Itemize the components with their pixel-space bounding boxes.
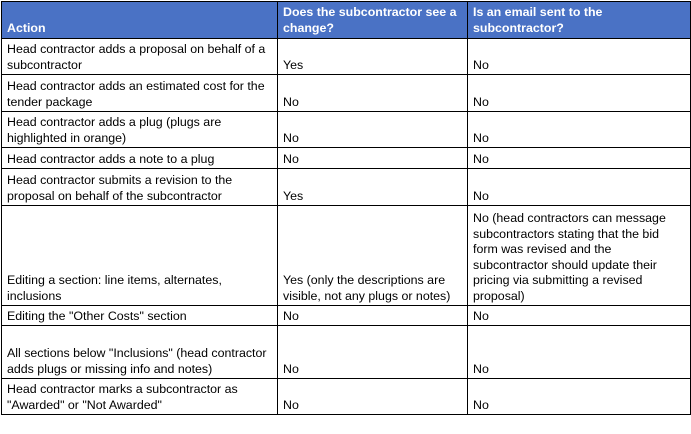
sees-change-cell: No (278, 112, 468, 148)
action-cell: Editing a section: line items, alternates, inclusions (2, 206, 278, 306)
action-cell: Head contractor adds a note to a plug (2, 148, 278, 169)
email-sent-cell: No (468, 75, 691, 112)
sees-change-cell: Yes (278, 39, 468, 75)
header-email-sent: Is an email sent to the subcontractor? (468, 2, 691, 39)
sees-change-cell: No (278, 148, 468, 169)
table-row (2, 326, 691, 379)
sees-change-cell: Yes (278, 169, 468, 206)
action-cell: Head contractor marks a subcontractor as "Awarded" or "Not Awarded" (2, 379, 278, 415)
email-sent-cell: No (head contractors can message subcontractors stating that the bid form was revised and the subcontractor should update their pricing via submitting a revised proposal) (468, 206, 691, 306)
table-row (2, 39, 691, 75)
table-row (2, 379, 691, 415)
table-row (2, 169, 691, 206)
sees-change-cell: No (278, 75, 468, 112)
email-sent-cell: No (468, 148, 691, 169)
table-row (2, 206, 691, 306)
header-action: Action (2, 2, 278, 39)
email-sent-cell: No (468, 379, 691, 415)
table-row (2, 75, 691, 112)
email-sent-cell: No (468, 112, 691, 148)
sees-change-cell: Yes (only the descriptions are visible, not any plugs or notes) (278, 206, 468, 306)
action-cell: Head contractor submits a revision to the proposal on behalf of the subcontractor (2, 169, 278, 206)
table-row (2, 306, 691, 326)
email-sent-cell: No (468, 306, 691, 326)
header-row (2, 2, 691, 39)
permissions-table (1, 1, 691, 415)
action-cell: Head contractor adds a plug (plugs are highlighted in orange) (2, 112, 278, 148)
email-sent-cell: No (468, 169, 691, 206)
action-cell: All sections below "Inclusions" (head contractor adds plugs or missing info and notes) (2, 326, 278, 379)
email-sent-cell: No (468, 39, 691, 75)
action-cell: Head contractor adds a proposal on behalf of a subcontractor (2, 39, 278, 75)
action-cell: Editing the "Other Costs" section (2, 306, 278, 326)
table-row (2, 112, 691, 148)
action-cell: Head contractor adds an estimated cost for the tender package (2, 75, 278, 112)
header-sees-change: Does the subcontractor see a change? (278, 2, 468, 39)
sees-change-cell: No (278, 306, 468, 326)
table-row (2, 148, 691, 169)
email-sent-cell: No (468, 326, 691, 379)
sees-change-cell: No (278, 379, 468, 415)
sees-change-cell: No (278, 326, 468, 379)
